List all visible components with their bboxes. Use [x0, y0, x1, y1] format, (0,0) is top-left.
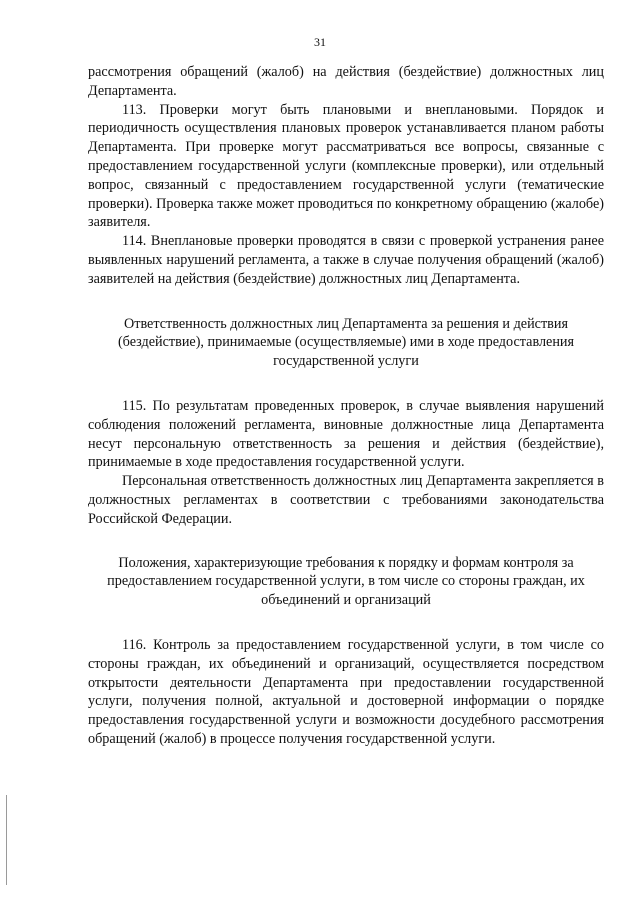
paragraph-113: 113. Проверки могут быть плановыми и внеплановыми. Порядок и периодичность осуществления плановых проверок устанавливается планом работы Департамента. При проверке могут рассматриваться все вопросы, связанные с предоставлением государственной услуги (комплексные проверки), или отдельный вопрос, связанный с предоставлением государственной услуги (тематические проверки). Проверка также может проводиться по конкретному обращению (жалобе) заявителя. [88, 101, 604, 231]
paragraph-116: 116. Контроль за предоставлением государственной услуги, в том числе со стороны граждан, их объединений и организаций, осуществляется посредством открытости деятельности Департамента при предоставлении государственной услуги, получения полной, актуальной и достоверной информации о порядке предоставления государственной услуги и возможности досудебного рассмотрения обращений (жалоб) в процессе получения государственной услуги. [88, 636, 604, 747]
paragraph-intro: рассмотрения обращений (жалоб) на действия (бездействие) должностных лиц Департамента. [88, 64, 604, 99]
paragraph-115-personal-responsibility: Персональная ответственность должностных лиц Департамента закрепляется в должностных регламентах в соответствии с требованиями законодательства Российской Федерации. [88, 473, 604, 527]
document-body [88, 63, 604, 749]
section-heading-control: Положения, характеризующие требования к порядку и формам контроля за предоставлением государственной услуги, в том числе со стороны граждан, их объединений и организаций [107, 554, 585, 609]
section-heading-responsibility: Ответственность должностных лиц Департамента за решения и действия (бездействие), принимаемые (осуществляемые) ими в ходе предоставления государственной услуги [117, 315, 575, 370]
paragraph-115: 115. По результатам проведенных проверок, в случае выявления нарушений соблюдения положений регламента, виновные должностные лица Департамента несут персональную ответственность за решения и действия (бездействие), принимаемые в ходе предоставления государственной услуги. [88, 397, 604, 471]
scan-edge-mark [6, 795, 7, 885]
paragraph-114: 114. Внеплановые проверки проводятся в связи с проверкой устранения ранее выявленных нарушений регламента, а также в случае получения обращений (жалоб) заявителей на действия (бездействие) должностных лиц Департамента. [88, 233, 604, 287]
page-number: 31 [314, 35, 326, 49]
